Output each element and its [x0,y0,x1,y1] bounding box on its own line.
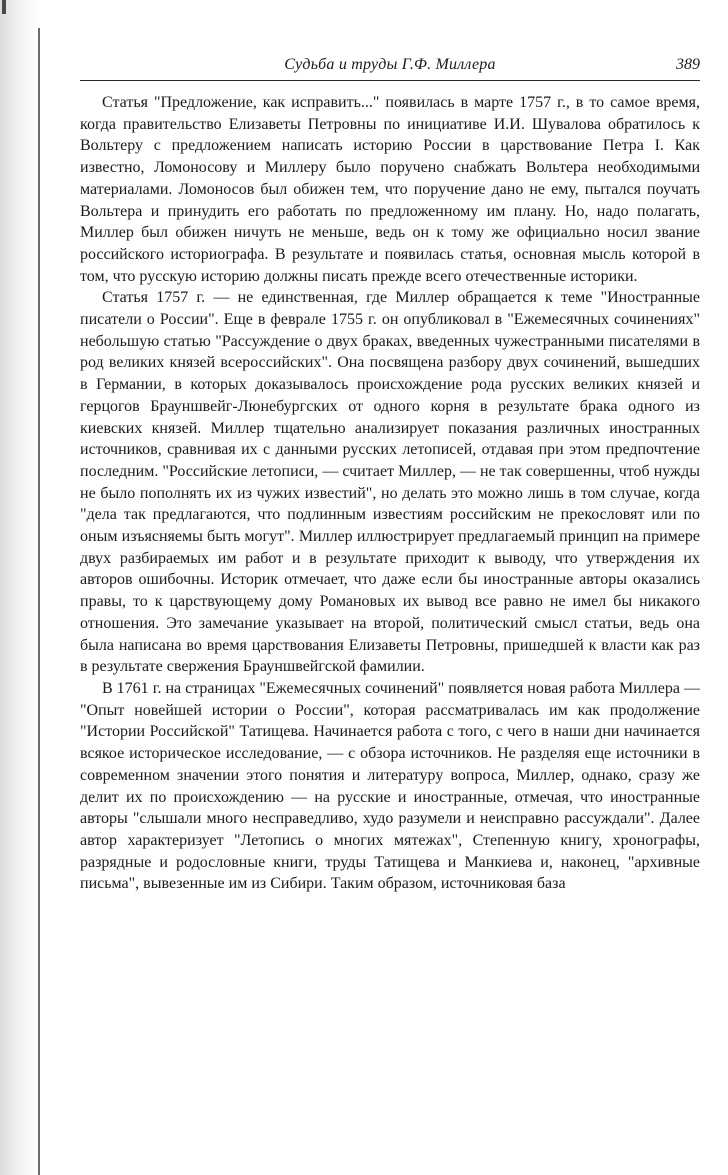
page-header [80,56,700,80]
page-number: 389 [676,56,700,73]
paragraph-3: В 1761 г. на страницах "Ежемесячных сочинений" появляется новая работа Миллера — "Опыт новейшей истории о России", которая рассматривалась им как продолжение "Истории Российской" Татищева. Начинается работа с того, с чего в наши дни начинается всякое историческое исследование, — с обзора источников. Не разделяя еще источники в современном значении этого понятия и литературу вопроса, Миллер, однако, сразу же делит их по происхождению — на русские и иностранные, отмечая, что иностранные авторы "слышали много несправедливо, худо разумели и неисправно рассуждали". Далее автор характеризует "Летопись о многих мятежах", Степенную книгу, хронографы, разрядные и родословные книги, труды Татищева и Манкиева и, наконец, "архивные письма", вывезенные им из Сибири. Таким образом, источниковая база [80,679,700,893]
spine-mark [2,0,6,14]
paragraph-2: Статья 1757 г. — не единственная, где Миллер обращается к теме "Иностранные писатели о России". Еще в феврале 1755 г. он опубликовал в "Ежемесячных сочинениях" небольшую статью "Рассуждение о двух браках, введенных чужестранными писателями в род великих князей всероссийских". Она посвящена разбору двух сочинений, вышедших в Германии, в которых доказывалось происхождение рода русских великих князей и герцогов Брауншвейг-Люнебургских от одного корня в результате брака одного из киевских князей. Миллер тщательно анализирует показания различных иностранных источников, сравнивая их с данными русских летописей, отдавая при этом предпочтение последним. "Российские летописи, — считает Миллер, — не так совершенны, чтоб нужды не было пополнять их из чужих известий", но делать это можно лишь в том случае, когда "дела так предлагаются, что подлинным известиям российским не прекословят или по оным изъясняемы быть могут". Миллер иллюстрирует предлагаемый принцип на примере двух разбираемых им работ и в результате приходит к выводу, что утверждения их авторов ошибочны. Историк отмечает, что даже если бы иностранные авторы оказались правы, то к царствующему дому Романовых их вывод все равно не имел бы никакого отношения. Это замечание указывает на второй, политический смысл статьи, ведь она была написана во время царствования Елизаветы Петровны, пришедшей к власти как раз в результате свержения Брауншвейгской фамилии. [80,289,700,676]
body-text [80,92,700,895]
header-rule [80,80,700,81]
page-spine-shadow [0,0,40,1175]
page-spine-line [38,28,40,1175]
running-title: Судьба и труды Г.Ф. Миллера [284,56,496,73]
paragraph-1: Статья "Предложение, как исправить..." появилась в марте 1757 г., в то самое время, когда правительство Елизаветы Петровны по инициативе И.И. Шувалова обратилось к Вольтеру с предложением написать историю России в царствование Петра I. Как известно, Ломоносову и Миллеру было поручено снабжать Вольтера необходимыми материалами. Ломоносов был обижен тем, что поручение дано не ему, пытался поучать Вольтера и принудить его работать по предложенному им плану. Но, надо полагать, Миллер был обижен ничуть не меньше, ведь он к тому же официально носил звание российского историографа. В результате и появилась статья, основная мысль которой в том, что русскую историю должны писать прежде всего отечественные историки. [80,94,700,285]
